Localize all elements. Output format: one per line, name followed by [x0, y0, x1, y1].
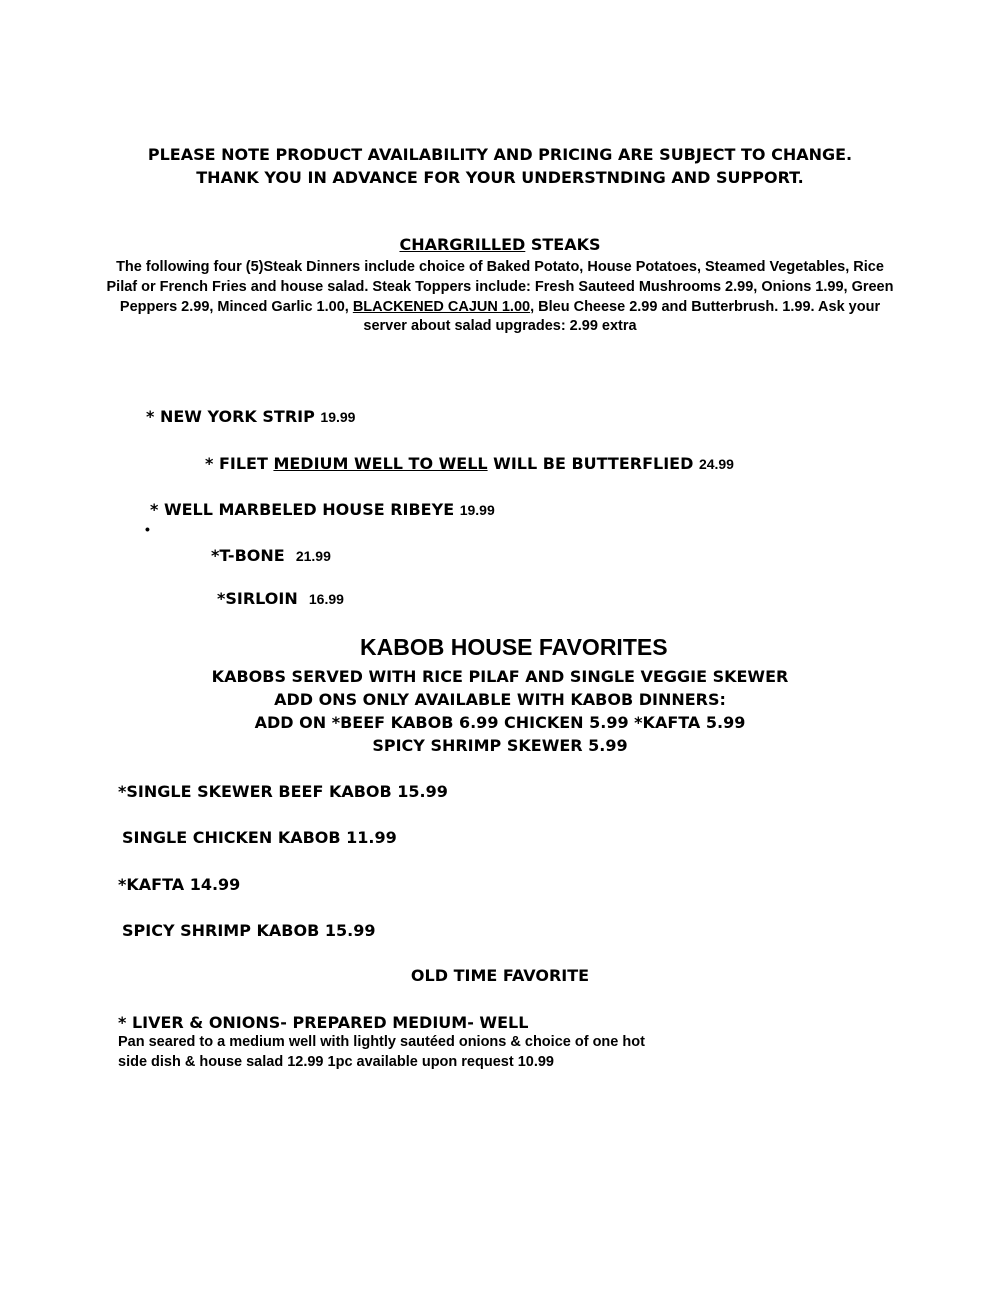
notice-line-2: THANK YOU IN ADVANCE FOR YOUR UNDERSTNDING AND SUPPORT.	[196, 168, 804, 187]
menu-item-filet	[205, 454, 734, 473]
liver-description-line-1: Pan seared to a medium well with lightly sautéed onions & choice of one hot	[118, 1034, 645, 1050]
steaks-desc-part2: , Bleu Cheese 2.99 and Butterbrush. 1.99. Ask your server about salad upgrades: 2.99 extra	[363, 298, 881, 335]
menu-item-t-bone	[211, 546, 331, 565]
steaks-heading-rest: STEAKS	[525, 235, 601, 254]
item-name-underlined: MEDIUM WELL TO WELL	[273, 454, 488, 473]
item-name-pre: * FILET	[205, 454, 274, 473]
menu-item-new-york-strip	[146, 407, 355, 426]
availability-notice	[0, 143, 1000, 189]
item-price: 16.99	[308, 591, 344, 607]
menu-item-beef-kabob: *SINGLE SKEWER BEEF KABOB 15.99	[118, 782, 448, 801]
kabob-note: KABOBS SERVED WITH RICE PILAF AND SINGLE VEGGIE SKEWER	[211, 667, 789, 686]
notice-line-1: PLEASE NOTE PRODUCT AVAILABILITY AND PRICING ARE SUBJECT TO CHANGE.	[147, 145, 853, 164]
menu-item-liver-onions: * LIVER & ONIONS- PREPARED MEDIUM- WELL	[118, 1013, 529, 1032]
bullet-point: •	[145, 521, 150, 537]
item-name-post: WILL BE BUTTERFLIED	[487, 454, 694, 473]
kabob-note: SPICY SHRIMP SKEWER 5.99	[372, 736, 628, 755]
item-name: *SIRLOIN	[217, 589, 298, 608]
item-price: 24.99	[698, 456, 734, 472]
old-time-heading: OLD TIME FAVORITE	[410, 966, 590, 985]
menu-item-shrimp-kabob: SPICY SHRIMP KABOB 15.99	[122, 921, 376, 940]
steaks-desc-part1: The following four (5)Steak Dinners include choice of Baked Potato, House Potatoes, Steamed Vegetables, Rice Pilaf or French Fries and house salad. Steak Toppers include: Fresh Sauteed Mushrooms 2.99, Onions 1.99, Green Peppers 2.99, Minced Garlic 1.00,	[106, 259, 894, 315]
item-name: * WELL MARBELED HOUSE RIBEYE	[150, 500, 455, 519]
kabob-note: ADD ON *BEEF KABOB 6.99 CHICKEN 5.99 *KAFTA 5.99	[254, 713, 746, 732]
blackened-cajun-topper: BLACKENED CAJUN 1.00	[352, 298, 531, 315]
steaks-description	[100, 258, 900, 337]
menu-item-ribeye	[150, 500, 495, 519]
steaks-heading	[0, 235, 1000, 254]
item-name: *T-BONE	[211, 546, 285, 565]
item-name: * NEW YORK STRIP	[146, 407, 315, 426]
item-price: 19.99	[459, 502, 495, 518]
menu-item-chicken-kabob: SINGLE CHICKEN KABOB 11.99	[122, 828, 397, 847]
kabob-heading: KABOB HOUSE FAVORITES	[360, 634, 668, 660]
kabob-note: ADD ONS ONLY AVAILABLE WITH KABOB DINNERS:	[274, 690, 726, 709]
menu-item-sirloin	[217, 589, 344, 608]
liver-description-line-2: side dish & house salad 12.99 1pc available upon request 10.99	[118, 1054, 554, 1070]
menu-item-kafta: *KAFTA 14.99	[118, 875, 241, 894]
item-price: 19.99	[320, 409, 356, 425]
steaks-heading-underlined: CHARGRILLED	[399, 235, 526, 254]
item-price: 21.99	[295, 548, 331, 564]
